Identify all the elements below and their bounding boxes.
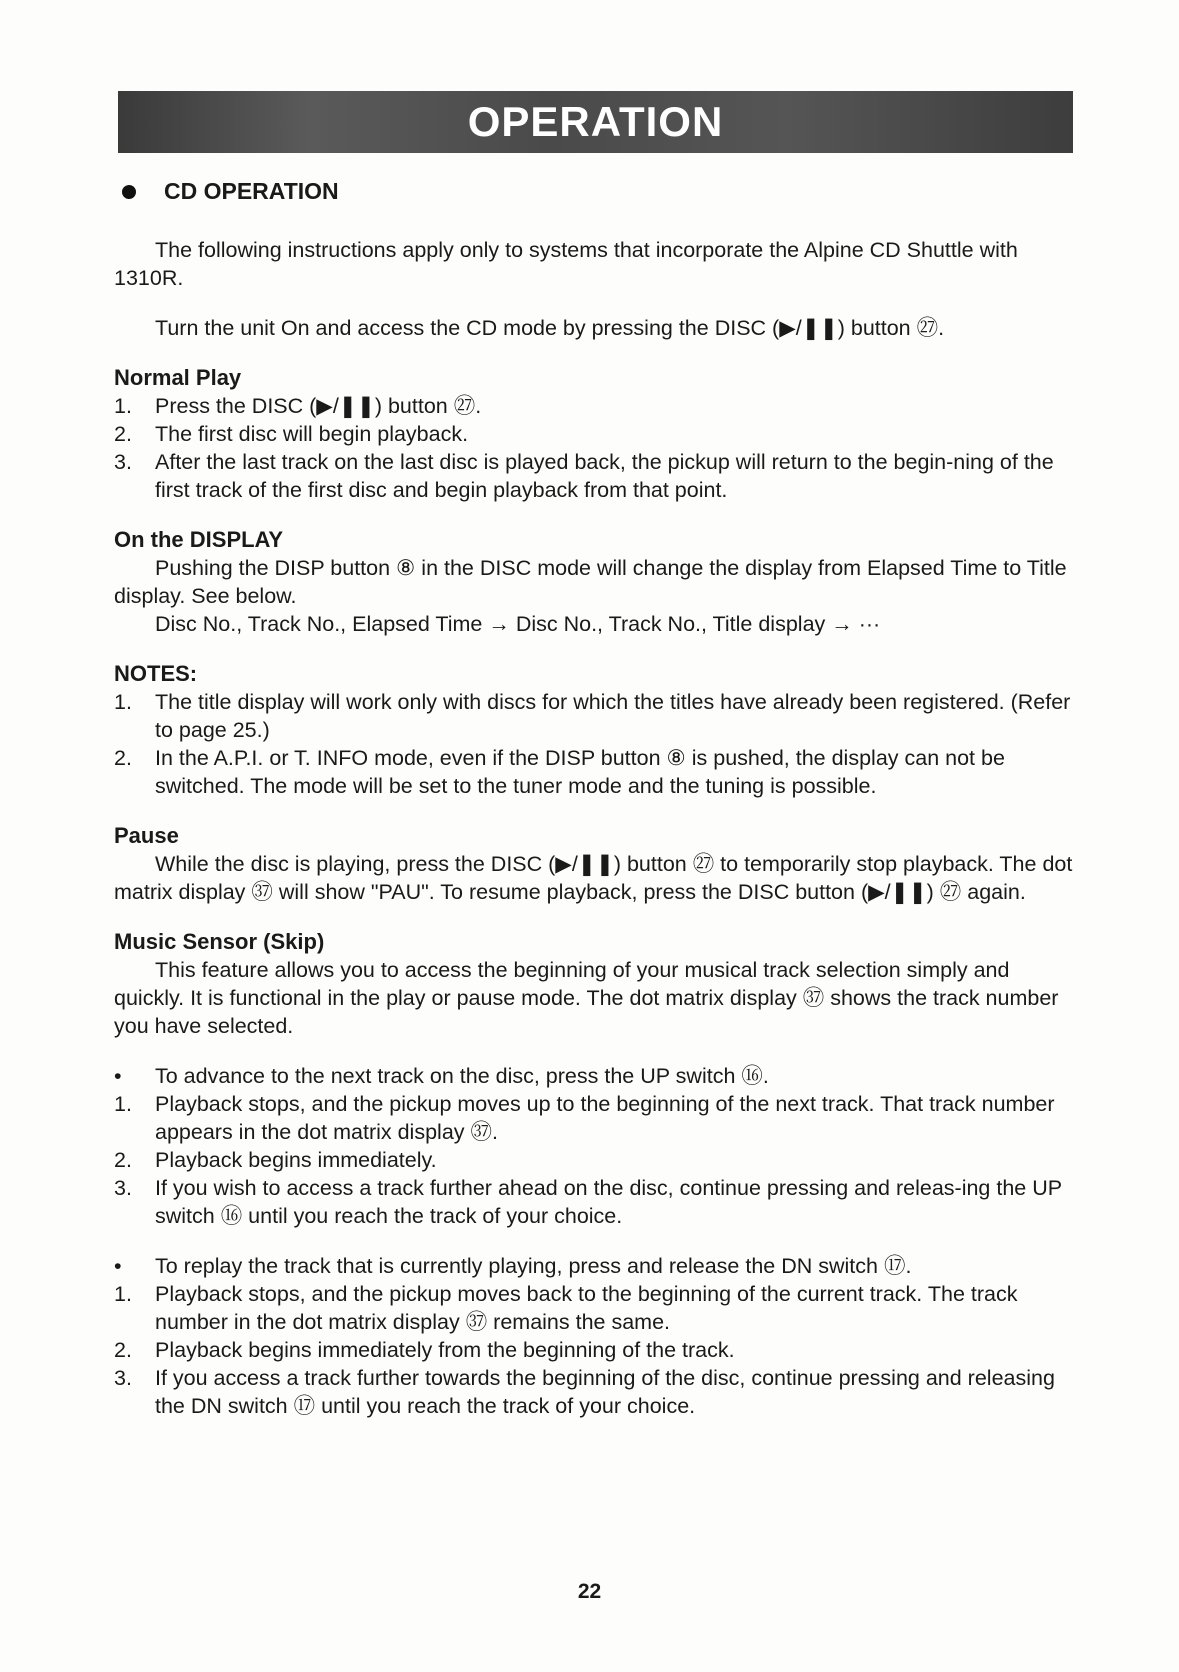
list-item [114,448,1074,504]
item-number: 1. [114,1282,132,1306]
list-item [114,1280,1074,1336]
list-item [114,1062,1074,1090]
item-number: 1. [114,394,132,418]
page-number: 22 [577,1580,602,1603]
item-text: Press the DISC (▶/❚❚) button ㉗. [155,394,482,418]
intro-paragraph: The following instructions apply only to systems that incorporate the Alpine CD Shuttle with 1310R. [114,238,1018,290]
list-item [114,1364,1074,1420]
list-item [114,1252,1074,1280]
item-number: 1. [114,1092,132,1116]
item-text: After the last track on the last disc is played back, the pickup will return to the begin-ning of the first track of the first disc and begin playback from that point. [155,450,1054,502]
bullet-icon [122,185,136,199]
item-text: If you access a track further towards the beginning of the disc, continue pressing and releasing the DN switch ⑰ until you reach the track of your choice. [155,1366,1055,1418]
section-title: CD OPERATION [164,178,339,204]
subheading-pause: Pause [114,823,179,848]
item-number: 3. [114,1366,132,1390]
subheading-display: On the DISPLAY [114,527,284,552]
item-bullet: • [114,1064,122,1088]
list-item [114,1174,1074,1230]
item-text: Playback stops, and the pickup moves back to the beginning of the current track. The track number in the dot matrix display ㊲ remains the same. [155,1282,1018,1334]
item-number: 2. [114,1338,132,1362]
page-title: OPERATION [467,98,724,145]
subheading-notes: NOTES: [114,661,198,686]
pause-paragraph: While the disc is playing, press the DISC (▶/❚❚) button ㉗ to temporarily stop playback. The dot matrix display ㊲ will show "PAU". To resume playback, press the DISC button (▶/❚❚) ㉗ again. [114,852,1073,904]
list-item [114,1146,1074,1174]
item-number: 3. [114,450,132,474]
item-number: 2. [114,422,132,446]
item-bullet: • [114,1254,122,1278]
list-item [114,392,1074,420]
display-sequence: Disc No., Track No., Elapsed Time → Disc No., Track No., Title display → ··· [155,612,881,636]
item-text: The title display will work only with discs for which the titles have already been registered. (Refer to page 25.) [155,690,1071,742]
item-text: If you wish to access a track further ahead on the disc, continue pressing and releas-ing the UP switch ⑯ until you reach the track of your choice. [155,1176,1062,1228]
subheading-normal-play: Normal Play [114,365,242,390]
item-text: In the A.P.I. or T. INFO mode, even if the DISP button ⑧ is pushed, the display can not be switched. The mode will be set to the tuner mode and the tuning is possible. [155,746,1005,798]
item-number: 1. [114,690,132,714]
section-heading [118,178,339,205]
item-text: Playback begins immediately from the beginning of the track. [155,1338,735,1362]
subheading-music-sensor: Music Sensor (Skip) [114,929,325,954]
item-number: 2. [114,1148,132,1172]
item-text: The first disc will begin playback. [155,422,469,446]
music-sensor-paragraph: This feature allows you to access the beginning of your musical track selection simply and quickly. It is functional in the play or pause mode. The dot matrix display ㊲ shows the track number you have selected. [114,958,1059,1038]
list-item [114,688,1074,744]
item-text: Playback stops, and the pickup moves up to the beginning of the next track. That track number appears in the dot matrix display ㊲. [155,1092,1055,1144]
intro-paragraph: Turn the unit On and access the CD mode by pressing the DISC (▶/❚❚) button ㉗. [155,316,945,340]
item-text: Playback begins immediately. [155,1148,437,1172]
display-paragraph: Pushing the DISP button ⑧ in the DISC mode will change the display from Elapsed Time to Title display. See below. [114,556,1067,608]
item-number: 3. [114,1176,132,1200]
list-item [114,1090,1074,1146]
item-text: To advance to the next track on the disc, press the UP switch ⑯. [155,1064,769,1088]
list-item [114,1336,1074,1364]
header-banner [118,91,1073,153]
item-text: To replay the track that is currently playing, press and release the DN switch ⑰. [155,1254,912,1278]
list-item [114,744,1074,800]
list-item [114,420,1074,448]
body-content [114,236,1074,1420]
item-number: 2. [114,746,132,770]
